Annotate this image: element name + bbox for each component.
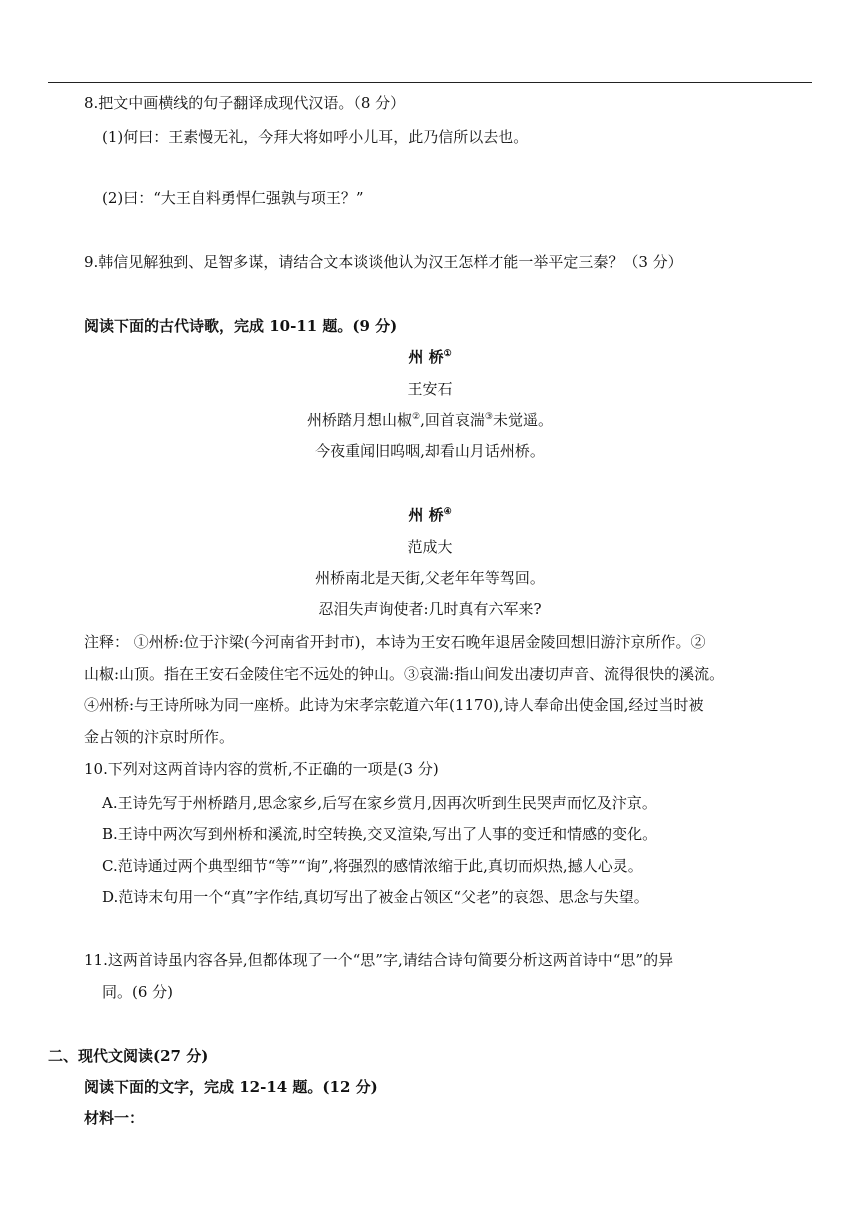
notes-line-4: 金占领的汴京时所作。 — [84, 728, 235, 746]
question-8-sub2: (2)曰：“大王自料勇悍仁强孰与项王？” — [102, 189, 364, 207]
question-10-option-c: C.范诗通过两个典型细节“等”“询”,将强烈的感情浓缩于此,真切而炽热,撼人心灵。 — [102, 857, 643, 875]
poem1-line2: 今夜重闻旧呜咽,却看山月话州桥。 — [315, 442, 545, 460]
section-2-title: 二、现代文阅读(27 分) — [48, 1047, 209, 1065]
top-divider — [48, 82, 812, 83]
poem2-author: 范成大 — [407, 538, 453, 556]
poem1-title: 州 桥① — [408, 348, 452, 366]
question-8-title: 8.把文中画横线的句子翻译成现代汉语。（8 分） — [84, 94, 406, 112]
section-2-intro: 阅读下面的文字，完成 12-14 题。(12 分) — [84, 1078, 378, 1096]
question-10-option-a: A.王诗先写于州桥踏月,思念家乡,后写在家乡赏月,因再次听到生民哭声而忆及汴京。 — [102, 794, 657, 812]
poem2-title: 州 桥④ — [408, 506, 452, 524]
question-8-sub1: (1)何曰：王素慢无礼，今拜大将如呼小儿耳，此乃信所以去也。 — [102, 128, 529, 146]
emphasis-char: 正 — [307, 760, 323, 778]
poem1-line1: 州桥踏月想山椒②,回首哀湍③未觉遥。 — [307, 411, 553, 429]
footnote-mark-4: ④ — [443, 507, 452, 517]
poem2-line1: 州桥南北是天街,父老年年等驾回。 — [315, 569, 545, 587]
emphasis-char: 不 — [292, 760, 308, 778]
question-11-line-1: 11.这两首诗虽内容各异,但都体现了一个“思”字,请结合诗句简要分析这两首诗中“思”的异 — [84, 951, 674, 969]
notes-line-1: 注释： ①州桥:位于汴梁(今河南省开封市)，本诗为王安石晚年退居金陵回想旧游汴京所作。② — [84, 633, 706, 651]
poem2-line2: 忍泪失声询使者:几时真有六军来? — [318, 600, 542, 618]
question-9-title: 9.韩信见解独到、足智多谋，请结合文本谈谈他认为汉王怎样才能一举平定三秦？（3 分） — [84, 253, 683, 271]
footnote-mark-1: ① — [443, 349, 452, 359]
question-10-option-b: B.王诗中两次写到州桥和溪流,时空转换,交叉渲染,写出了人事的变迁和情感的变化。 — [102, 825, 658, 843]
notes-line-3: ④州桥:与王诗所咏为同一座桥。此诗为宋孝宗乾道六年(1170),诗人奉命出使金国,经过当时被 — [84, 696, 704, 714]
material-1-label: 材料一： — [84, 1109, 145, 1127]
footnote-mark-3: ③ — [484, 412, 493, 422]
footnote-mark-2: ② — [412, 412, 421, 422]
poem-section-intro: 阅读下面的古代诗歌，完成 10-11 题。(9 分) — [84, 317, 398, 335]
poem1-author: 王安石 — [407, 380, 453, 398]
question-10-title: 10.下列对这两首诗内容的赏析,不正确的一项是(3 分) — [84, 760, 439, 778]
notes-line-2: 山椒:山顶。指在王安石金陵住宅不远处的钟山。③哀湍:指山间发出凄切声音、流得很快的溪流。 — [84, 665, 725, 683]
question-10-option-d: D.范诗末句用一个“真”字作结,真切写出了被金占领区“父老”的哀怨、思念与失望。 — [102, 888, 649, 906]
question-11-line-2: 同。(6 分) — [102, 983, 174, 1001]
emphasis-char: 确 — [322, 760, 338, 778]
